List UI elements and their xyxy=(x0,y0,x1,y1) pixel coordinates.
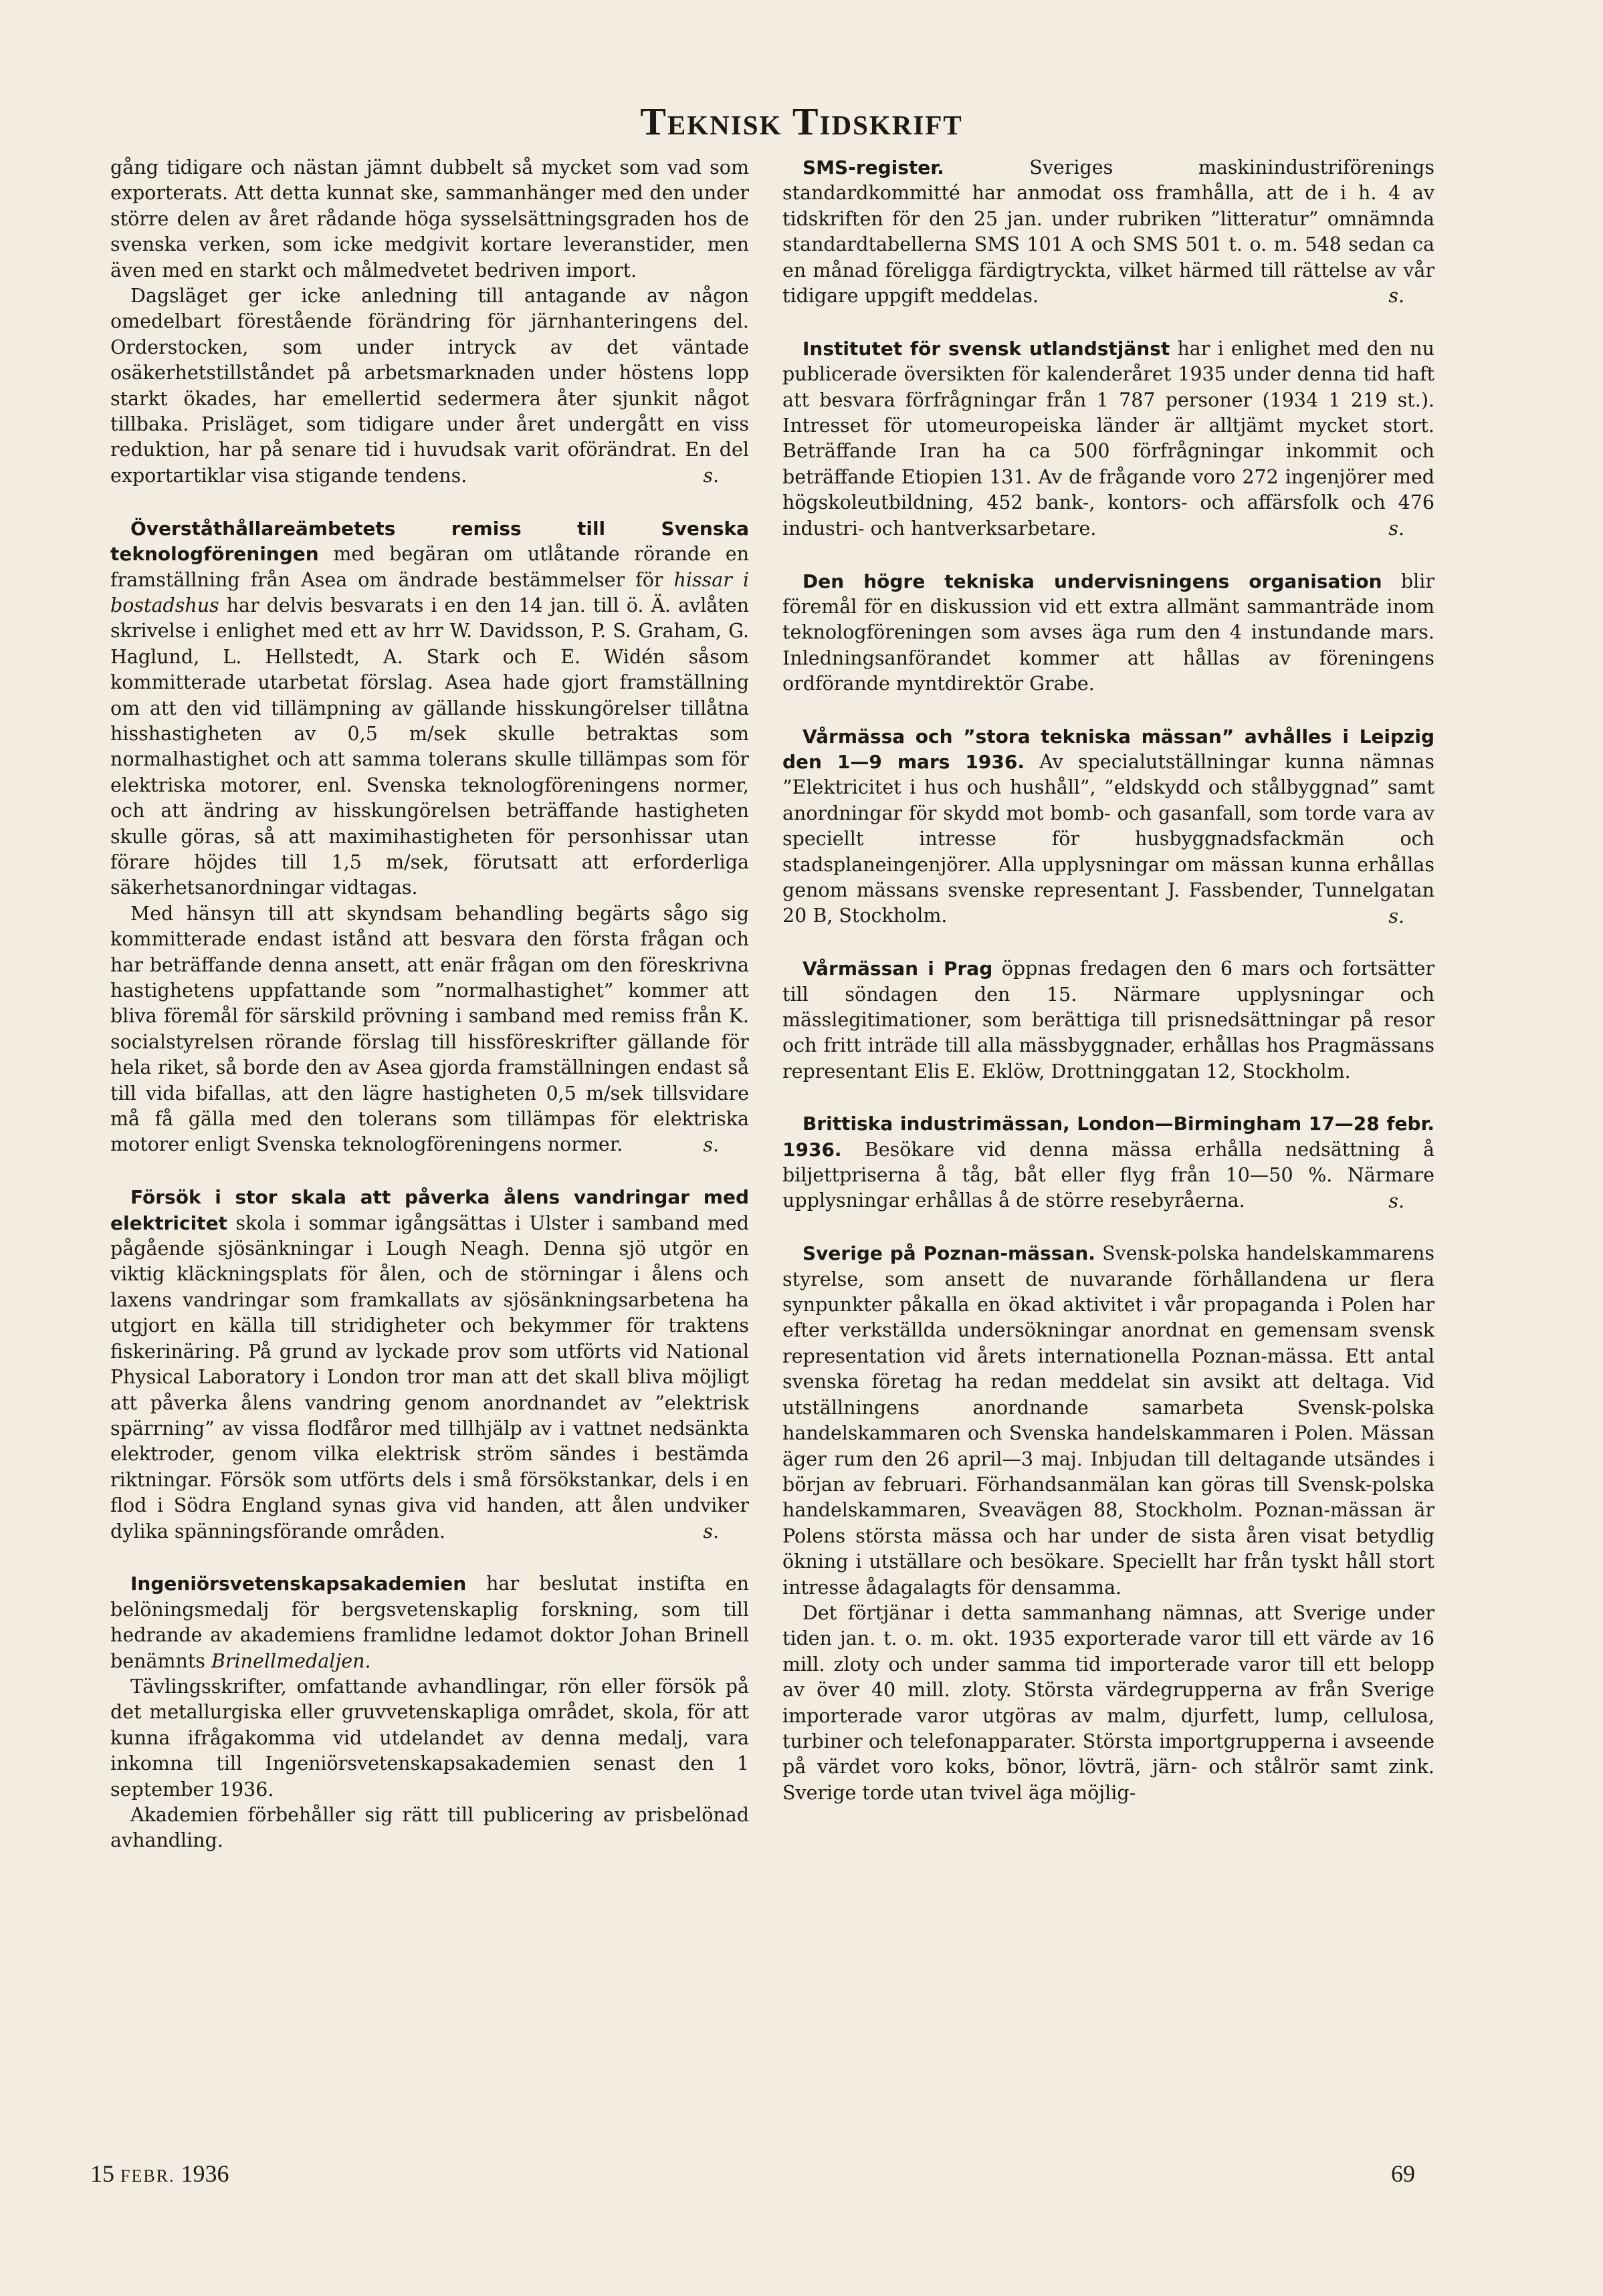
paragraph-text: Sveriges maskinindustriförenings standardkommitté har anmodat oss framhålla, att de i h. 4 av tidskriften för den 25 jan. under rubriken ”litteratur” omnämnda standardtabellerna SMS 101 A och SMS 501 t. o. m. 548 sedan ca en månad föreligga färdigtryckta, vilket härmed till rättelse av vår tidigare uppgift meddelas. xyxy=(782,156,1434,308)
paragraph-text: blir föremål för en diskussion vid ett extra allmänt sammanträde inom teknologföreningen som avses äga rum den 4 instundande mars. Inledningsanförandet kommer att hållas av föreningens ordförande myntdirektör Grabe. xyxy=(782,570,1434,695)
signature: s. xyxy=(1388,1189,1404,1212)
signature: s. xyxy=(703,1133,719,1156)
signature: s. xyxy=(703,465,719,487)
paragraph-text: med begäran om utlåtande rörande en framställning från Asea om ändrade bestämmelser för xyxy=(110,543,749,591)
paragraph: Dagsläget ger icke anledning till antagande av någon omedelbart förestående förändring för järnhanteringens del. Orderstocken, som under intryck av det väntade osäkerhetstillståndet på arbetsmarknaden under höstens lopp starkt ökades, har emellertid sedermera åter sjunkit något tillbaka. Prisläget, som tidigare under året undergått en viss reduktion, har på senare tid i huvudsak varit oförändrat. En del exportartiklar visa stigande tendens. xyxy=(110,285,749,487)
paragraph-text: skola i sommar igångsättas i Ulster i samband med pågående sjösänkningar i Lough Neagh. Denna sjö utgör en viktig kläckningsplats för ålen, och de störningar i ålens och laxens vandringar som framkallats av sjösänkningsarbetena ha utgjort en källa till stridigheter och bekymmer för traktens fiskerinäring. På grund av lyckade prov som utförts vid National Physical Laboratory i London tror man att det skall bliva möjligt att påverka ålens vandring genom anordnandet av ”elektrisk spärrning” av vissa flodfåror med tillhjälp av i vattnet nedsänkta elektroder, genom vilka elektrisk ström sändes i bestämda riktningar. Försök som utförts dels i små försökstankar, dels i en flod i Södra England synas giva vid handen, att ålen undviker dylika spänningsförande områden. xyxy=(110,1212,749,1542)
paragraph-text: Av specialutställningar kunna nämnas ”Elektricitet i hus och hushåll”, ”eldskydd och stålbyggnad” samt anordningar för skydd mot bomb- och gasanfall, som torde vara av speciellt intresse för husbyggnadsfackmän och stadsplaneingenjörer. Alla upplysningar om mässan kunna erhållas genom mässans svenske representant J. Fassbender, Tunnelgatan 20 B, Stockholm. xyxy=(782,750,1434,927)
paragraph: Tävlingsskrifter, omfattande avhandlingar, rön eller försök på det metallurgiska eller gruvvetenskapliga området, skola, för att kunna ifrågakomma vid utdelandet av denna medalj, vara inkomna till Ingeniörsvetenskapsakademien senast den 1 september 1936. xyxy=(110,1675,749,1801)
article-alens-vandringar xyxy=(110,1185,749,1544)
signature: s. xyxy=(1388,905,1404,927)
paragraph-text: har beslutat instifta en belöningsmedalj för bergsvetenskaplig forskning, som till hedrande av akademiens framlidne ledamot doktor Johan Brinell benämnts xyxy=(110,1573,749,1672)
article-title: Försök i stor skala att påverka ålens vandringar med elektricitet xyxy=(110,1186,749,1234)
article-title: Ingeniörsvetenskapsakademien xyxy=(130,1573,467,1595)
continued-article xyxy=(110,155,749,489)
date-month: FEBR. xyxy=(120,2166,175,2186)
article-title: Institutet för svensk utlandstjänst xyxy=(803,337,1170,360)
date-year: 1936 xyxy=(181,2160,229,2187)
paragraph: gång tidigare och nästan jämnt dubbelt så mycket som vad som exporterats. Att detta kunnat ske, sammanhänger med den under större delen av året rådande höga sysselsättningsgraden hos de svenska verken, som icke medgivit kortare leveranstider, men även med en starkt och målmedvetet bedriven import. xyxy=(110,156,749,281)
article-title: Den högre tekniska undervisningens organisation xyxy=(803,570,1382,592)
article-utlandstjanst xyxy=(782,336,1434,542)
paragraph-text: öppnas fredagen den 6 mars och fortsätter till söndagen den 15. Närmare upplysningar och mässlegitimationer, som berättiga till prisnedsättningar på resor och fritt inträde till alla mässbyggnader, erhållas hos Pragmässans representant Elis E. Eklöw, Drottninggatan 12, Stockholm. xyxy=(782,957,1434,1082)
issue-date xyxy=(90,2160,229,2188)
paragraph: Med hänsyn till att skyndsam behandling begärts sågo sig kommitterade endast istånd att besvara den första frågan och har beträffande denna ansett, att enär frågan om den föreskrivna hastighetens uppfattande som ”normalhastighet” kommer att bliva föremål för särskild prövning i samband med remiss från K. socialstyrelsen rörande förslag till hissföreskrifter gällande för hela riket, så borde den av Asea gjorda framställningen endast så till vida bifallas, att den lägre hastigheten 0,5 m/sek tillsvidare må få gälla med den tolerans som tillämpas för elektriska motorer enligt Svenska teknologföreningens normer. xyxy=(110,902,749,1156)
journal-header: Teknisk Tidskrift xyxy=(640,100,963,143)
article-title: Överståthållareämbetets remiss till Svenska teknologföreningen xyxy=(110,517,749,566)
article-title: Brittiska industrimässan, London—Birmingham 17—28 febr. 1936. xyxy=(782,1113,1434,1161)
paragraph-text: har i enlighet med den nu publicerade översikten för kalenderåret 1935 under denna tid haft att besvara förfrågningar från 1 787 personer (1934 1 219 st.). Intresset för utomeuropeiska länder är alltjämt mycket stort. Beträffande Iran ha ca 500 förfrågningar inkommit och beträffande Etiopien 131. Av de frågande voro 272 ingenjörer med högskoleutbildning, 452 bank-, kontors- och affärsfolk och 476 industri- och hantverksarbetare. xyxy=(782,337,1435,540)
article-ingeniorsvetenskapsakademien xyxy=(110,1571,749,1853)
left-column xyxy=(110,155,749,1881)
date-day: 15 xyxy=(90,2160,114,2187)
article-brittiska xyxy=(782,1111,1434,1214)
article-remiss xyxy=(110,516,749,1159)
article-sms-register xyxy=(782,155,1434,310)
paragraph-text: har delvis besvarats i en den 14 jan. till ö. Ä. avlåten skrivelse i enlighet med ett av hrr W. Davidsson, P. S. Graham, G. Haglund, L. Hellstedt, A. Stark och E. Widén såsom kommitterade utarbetat förslag. Asea hade gjort framställning om att den vid tillämpning av gällande hisskungörelser tillåtna hisshastigheten av 0,5 m/sek skulle betraktas som normalhastighet och att samma tolerans skulle tillämpas som för elektriska motorer, enl. Svenska teknologföreningens normer, och att ändring av hisskungörelsen beträffande hastigheten skulle göras, så att maximihastigheten för personhissar utan förare höjdes till 1,5 m/sek, förutsatt att erforderliga säkerhetsanordningar vidtagas. xyxy=(110,594,749,899)
italic-text: Brinellmedaljen. xyxy=(211,1649,371,1672)
paragraph: Akademien förbehåller sig rätt till publicering av prisbelönad avhandling. xyxy=(110,1804,749,1852)
page-number: 69 xyxy=(1391,2160,1415,2187)
signature: s. xyxy=(1388,285,1404,308)
article-undervisning xyxy=(782,569,1434,697)
italic-text: hissar i bostadshus xyxy=(110,568,749,616)
paragraph: Det förtjänar i detta sammanhang nämnas, att Sverige under tiden jan. t. o. m. okt. 1935 exporterade varor till ett värde av 16 mill. zloty och under samma tid importerade varor till ett belopp av över 40 mill. zloty. Största värdegrupperna av från Sverige importerade varor utgöras av malm, djurfett, lump, cellulosa, turbiner och telefonapparater. Största importgrupperna i avseende på värdet voro koks, bönor, lövträ, järn- och stålrör samt zink. Sverige torde utan tvivel äga möjlig- xyxy=(782,1601,1434,1804)
right-column xyxy=(782,155,1434,1833)
article-leipzig xyxy=(782,724,1434,930)
paragraph-text: Besökare vid denna mässa erhålla nedsättning å biljettpriserna å tåg, båt eller flyg från 10—50 %. Närmare upplysningar erhållas å de större resebyråerna. xyxy=(782,1138,1434,1212)
paragraph-text: Svensk-polska handelskammarens styrelse, som ansett de nuvarande förhållandena ur flera synpunkter påkalla en ökad aktivitet i vår propaganda i Polen har efter verkställda undersökningar anordnat en gemensam svensk representation vid årets internationella Poznan-mässa. Ett antal svenska företag ha redan meddelat sin avsikt att deltaga. Vid utställningens anordnande samarbeta Svensk-polska handelskammaren och Svenska handelskammaren i Polen. Mässan äger rum den 26 april—3 maj. Inbjudan till deltagande utsändes i början av februari. Förhandsanmälan kan göras till Svensk-polska handelskammaren, Sveavägen 88, Stockholm. Poznan-mässan är Polens största mässa och har under de sista åren visat betydlig ökning i utställare och besökare. Speciellt har från tyskt håll stort intresse ådagalagts för densamma. xyxy=(782,1242,1434,1599)
signature: s. xyxy=(703,1520,719,1542)
article-title: Vårmässa och ”stora tekniska mässan” avhålles i Leipzig den 1—9 mars 1936. xyxy=(782,725,1434,773)
article-prag xyxy=(782,956,1434,1084)
article-title: SMS-register. xyxy=(803,156,944,179)
article-poznan xyxy=(782,1241,1434,1806)
article-title: Vårmässan i Prag xyxy=(803,957,993,980)
article-title: Sverige på Poznan-mässan. xyxy=(803,1242,1095,1265)
signature: s. xyxy=(1388,518,1404,540)
